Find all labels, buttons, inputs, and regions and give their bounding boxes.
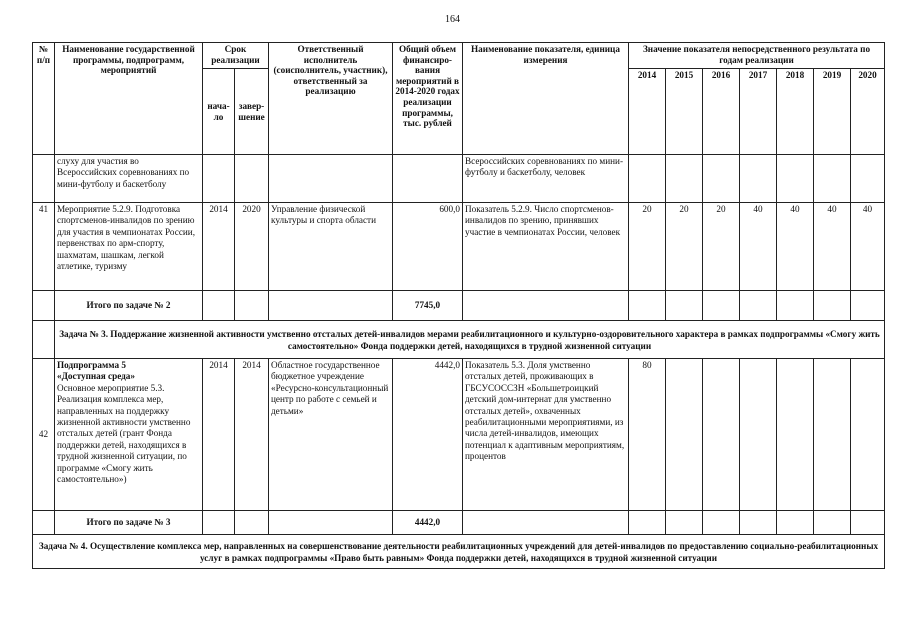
row-number: 42 bbox=[33, 359, 55, 511]
row-name: слуху для участия во Всероссийских соревнованиях по мини-футболу и баскетболу bbox=[55, 155, 203, 203]
col-num-header: № п/п bbox=[33, 43, 55, 155]
col-values-header: Значение показателя непосредственного результата по годам реализации bbox=[629, 43, 885, 69]
row-indicator: Показатель 5.2.9. Число спортсменов-инвалидов по зрению, принявших участие в чемпионатах России, человек bbox=[463, 203, 629, 291]
total-row bbox=[33, 291, 885, 321]
total-funding: 4442,0 bbox=[393, 511, 463, 535]
row-funding: 4442,0 bbox=[393, 359, 463, 511]
table-row bbox=[33, 155, 885, 203]
task-row bbox=[33, 535, 885, 569]
subprogram-title: Подпрограмма 5 bbox=[57, 360, 126, 370]
row-indicator: Всероссийских соревнованиях по мини-футболу и баскетболу, человек bbox=[463, 155, 629, 203]
row-start: 2014 bbox=[203, 203, 235, 291]
row-value: 40 bbox=[814, 203, 851, 291]
task-title: Задача № 3. Поддержание жизненной активности умственно отсталых детей-инвалидов мерами реабилитационного и культурно-оздоровительного характера в рамках подпрограммы «Смогу жить самостоятельно» Фонда поддержки детей, находящихся в трудной жизненной ситуации bbox=[55, 321, 885, 359]
year-header: 2015 bbox=[666, 69, 703, 155]
row-value bbox=[666, 359, 703, 511]
row-responsible: Управление физической культуры и спорта области bbox=[269, 203, 393, 291]
header-row bbox=[33, 43, 885, 69]
row-value: 80 bbox=[629, 359, 666, 511]
task-row bbox=[33, 321, 885, 359]
row-name-cell bbox=[55, 359, 203, 511]
col-term-header: Срок реализации bbox=[203, 43, 269, 69]
row-value: 20 bbox=[666, 203, 703, 291]
page-number: 164 bbox=[445, 14, 460, 25]
year-header: 2017 bbox=[740, 69, 777, 155]
col-start-header: нача- ло bbox=[203, 69, 235, 155]
col-indicator-header: Наименование показателя, единица измерения bbox=[463, 43, 629, 155]
row-value bbox=[851, 359, 885, 511]
table-row bbox=[33, 203, 885, 291]
row-end: 2020 bbox=[235, 203, 269, 291]
year-header: 2016 bbox=[703, 69, 740, 155]
row-responsible: Областное государственное бюджетное учреждение «Ресурсно-консультационный центр по работе с семьей и детьми» bbox=[269, 359, 393, 511]
row-value: 40 bbox=[851, 203, 885, 291]
row-number: 41 bbox=[33, 203, 55, 291]
total-funding: 7745,0 bbox=[393, 291, 463, 321]
row-indicator: Показатель 5.3. Доля умственно отсталых детей, проживающих в ГБСУСОССЗН «Большетроицкий детский дом-интернат для умственно отсталых детей», охваченных реабилитационными мероприятиями, из числа детей-инвалидов, имеющих потенциал к адаптивным мероприятиям, процентов bbox=[463, 359, 629, 511]
row-value bbox=[740, 359, 777, 511]
col-responsible-header: Ответственный исполнитель (соисполнитель, участник), ответственный за реализацию bbox=[269, 43, 393, 155]
row-funding: 600,0 bbox=[393, 203, 463, 291]
total-row bbox=[33, 511, 885, 535]
row-value bbox=[777, 359, 814, 511]
col-funding-header: Общий объем финансиро- вания мероприятий в 2014-2020 годах реализации программы, тыс. рублей bbox=[393, 43, 463, 155]
row-name: Основное мероприятие 5.3. Реализация комплекса мер, направленных на поддержку жизненной активности умственно отсталых детей (грант Фонда поддержки детей, находящихся в трудной жизненной ситуации, по программе «Смогу жить самостоятельно») bbox=[57, 382, 191, 485]
row-start: 2014 bbox=[203, 359, 235, 511]
row-value: 20 bbox=[629, 203, 666, 291]
total-label: Итого по задаче № 3 bbox=[55, 511, 203, 535]
row-name: Мероприятие 5.2.9. Подготовка спортсменов-инвалидов по зрению для участия в чемпионатах России, первенствах по арм-спорту, шахматам, шашкам, легкой атлетике, туризму bbox=[55, 203, 203, 291]
year-header: 2020 bbox=[851, 69, 885, 155]
task-title: Задача № 4. Осуществление комплекса мер, направленных на совершенствование деятельности реабилитационных учреждений для детей-инвалидов по предоставлению социально-реабилитационных услуг в рамках подпрограммы «Право быть равным» Фонда поддержки детей, находящихся в трудной жизненной ситуации bbox=[33, 535, 885, 569]
row-value: 40 bbox=[777, 203, 814, 291]
col-end-header: завер- шение bbox=[235, 69, 269, 155]
program-table bbox=[32, 42, 885, 569]
subprogram-name: «Доступная среда» bbox=[57, 371, 135, 382]
col-name-header: Наименование государственной программы, подпрограмм, мероприятий bbox=[55, 43, 203, 155]
total-label: Итого по задаче № 2 bbox=[55, 291, 203, 321]
year-header: 2018 bbox=[777, 69, 814, 155]
row-value: 20 bbox=[703, 203, 740, 291]
year-header: 2014 bbox=[629, 69, 666, 155]
year-header: 2019 bbox=[814, 69, 851, 155]
row-value bbox=[703, 359, 740, 511]
table-row bbox=[33, 359, 885, 511]
row-value: 40 bbox=[740, 203, 777, 291]
row-end: 2014 bbox=[235, 359, 269, 511]
row-value bbox=[814, 359, 851, 511]
